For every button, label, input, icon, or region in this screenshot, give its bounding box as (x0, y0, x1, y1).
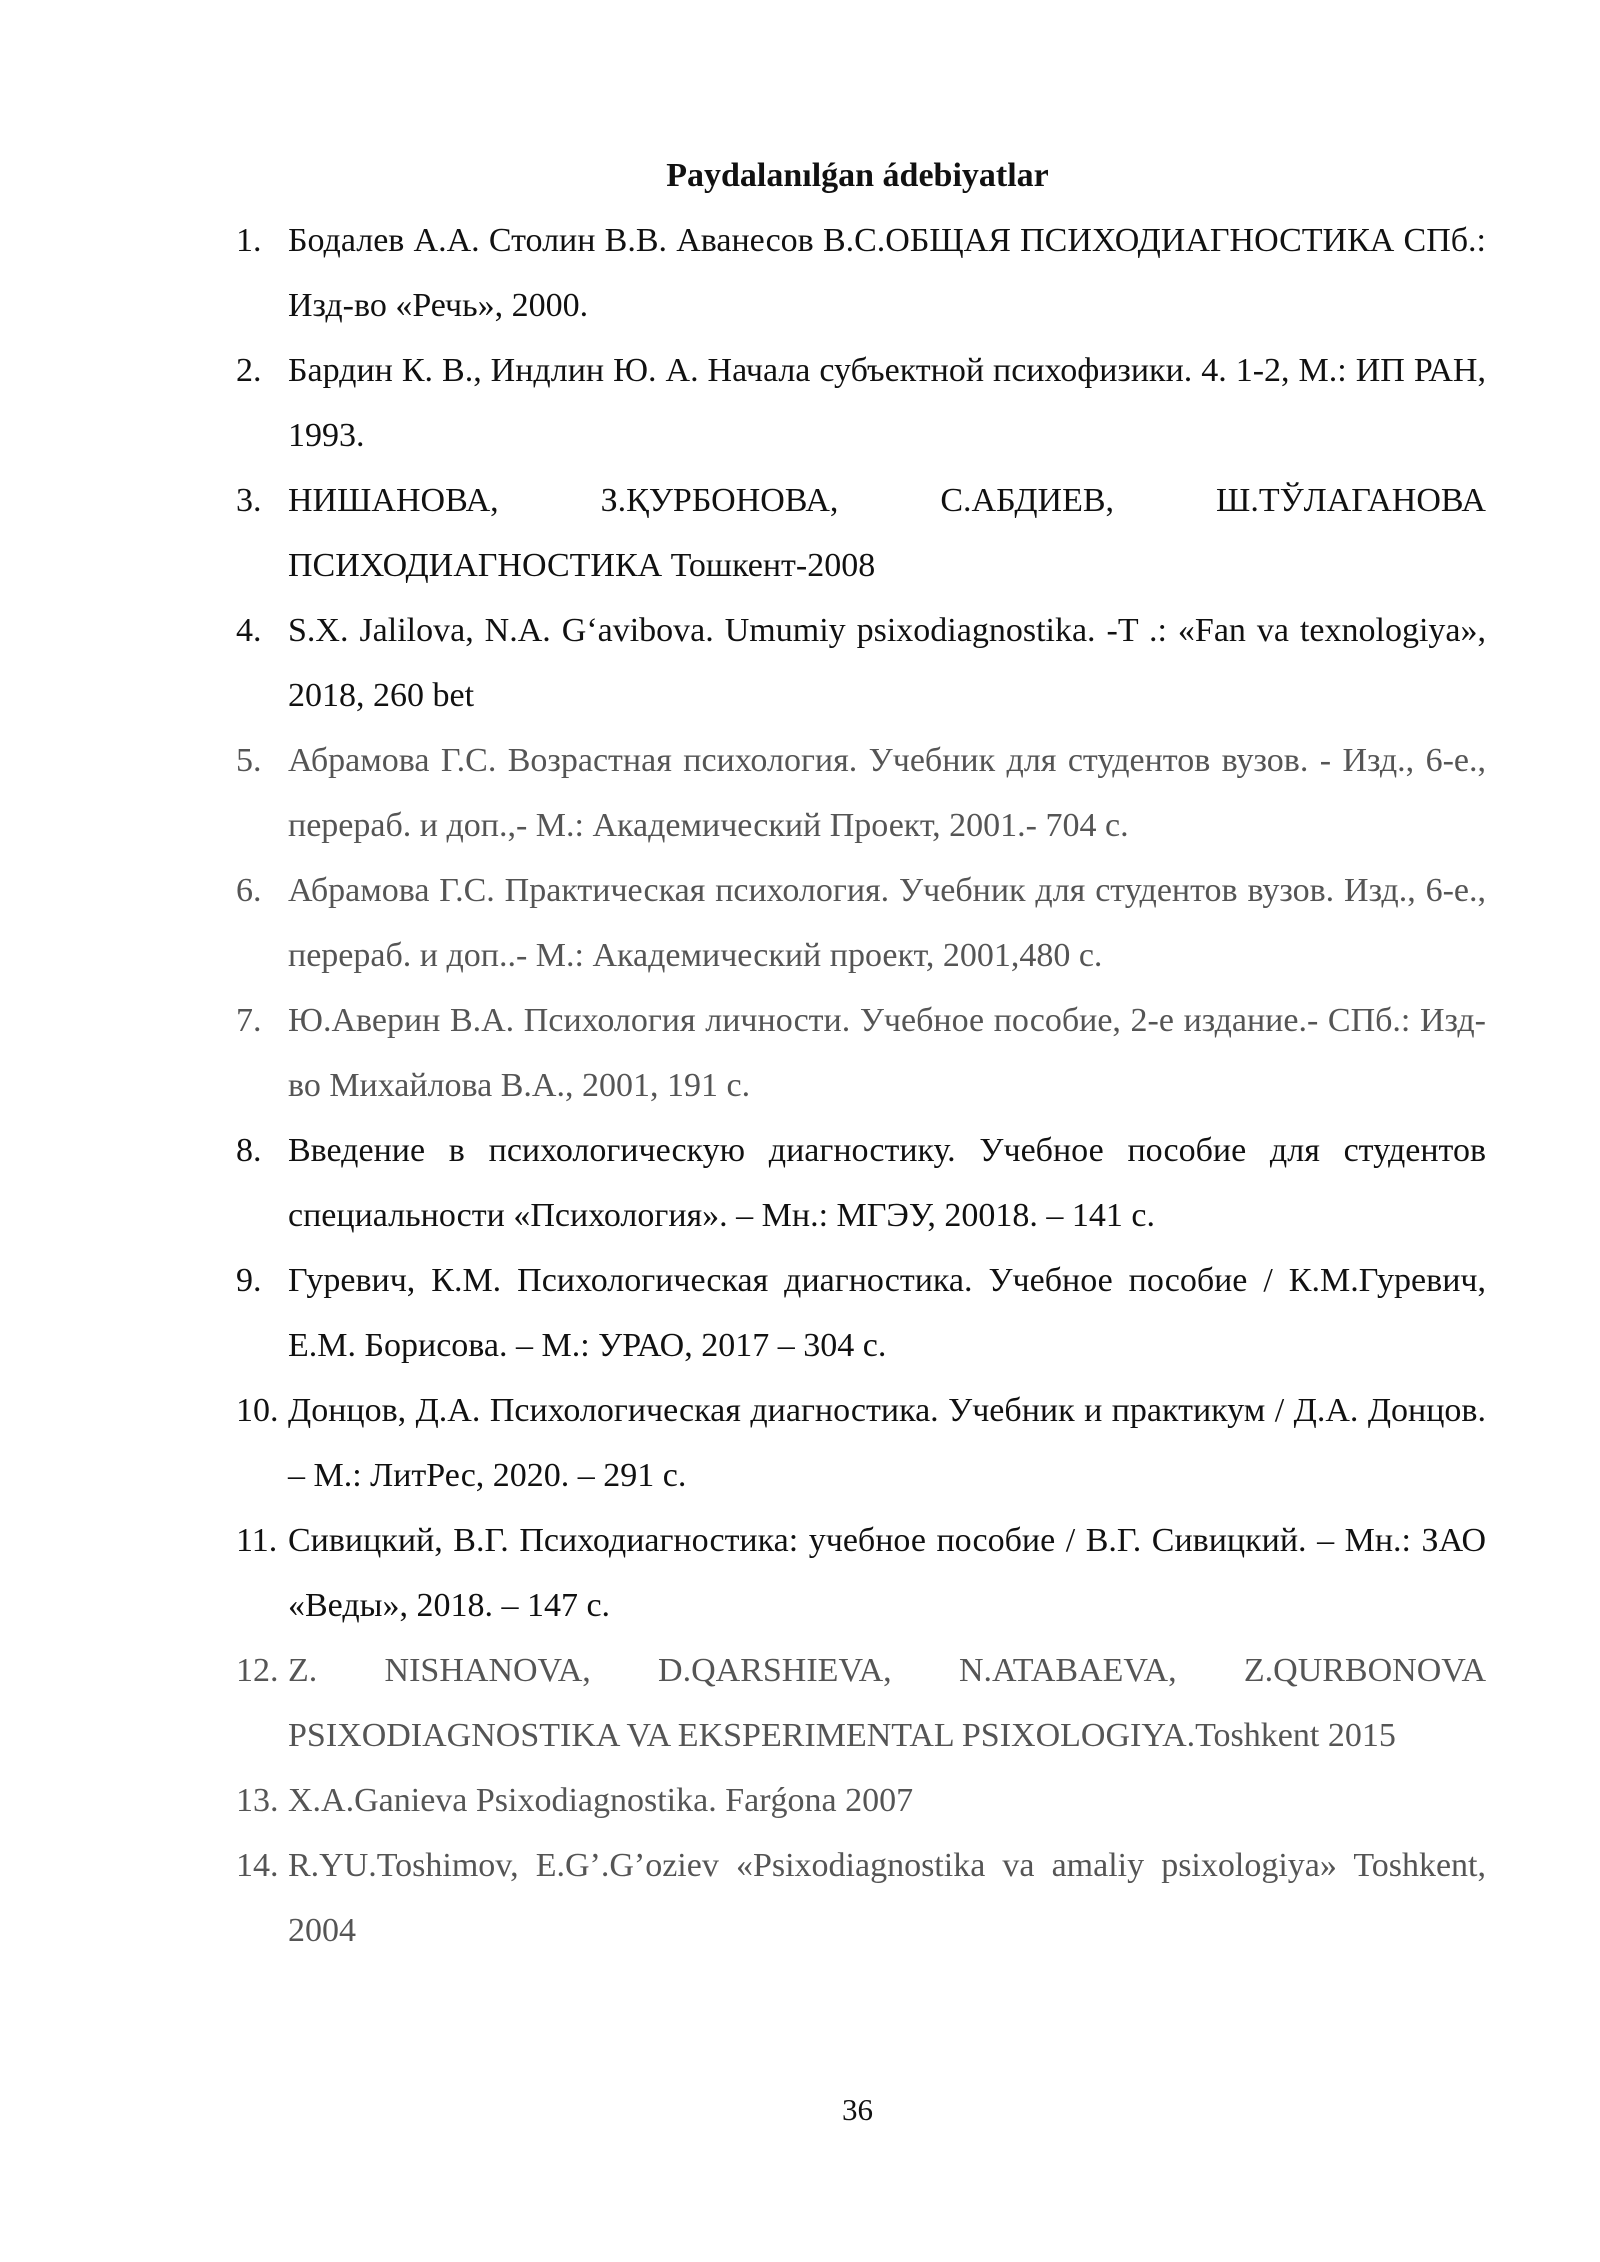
reference-number: 6. (236, 872, 262, 909)
reference-item-14 (236, 1833, 1486, 1963)
reference-number: 4. (236, 612, 262, 649)
reference-number: 1. (236, 222, 262, 259)
reference-item-11 (236, 1508, 1486, 1638)
reference-number: 8. (236, 1132, 262, 1169)
reference-number: 12. (236, 1652, 279, 1689)
reference-number: 13. (236, 1782, 279, 1819)
reference-text: Ю.Аверин В.А. Психология личности. Учебное пособие, 2-е издание.- СПб.: Изд-во Михайлова В.А., 2001, 191 с. (288, 1002, 1486, 1104)
reference-number: 10. (236, 1392, 279, 1429)
reference-item-3 (236, 468, 1486, 598)
reference-number: 3. (236, 482, 262, 519)
reference-item-7 (236, 988, 1486, 1118)
reference-item-1 (236, 208, 1486, 338)
reference-item-4 (236, 598, 1486, 728)
reference-text: Донцов, Д.А. Психологическая диагностика. Учебник и практикум / Д.А. Донцов. – М.: ЛитРес, 2020. – 291 с. (288, 1392, 1486, 1494)
reference-text: X.A.Ganieva Psixodiagnostika. Farǵona 2007 (288, 1782, 914, 1819)
page-title: Paydalanılǵan ádebiyatlar (666, 157, 1049, 194)
reference-number: 2. (236, 352, 262, 389)
reference-text: Абрамова Г.С. Практическая психология. Учебник для студентов вузов. Изд., 6-е., перераб. и доп..- М.: Академический проект, 2001,480 с. (288, 872, 1486, 974)
reference-text: НИШАНОВА, З.ҚУРБОНОВА, С.АБДИЕВ, Ш.ТЎЛАГАНОВА ПСИХОДИАГНОСТИКА Тошкент-2008 (288, 482, 1486, 584)
reference-text: S.X. Jalilova, N.A. G‘avibova. Umumiy psixodiagnostika. -T .: «Fan va texnologiya», 2018, 260 bet (288, 612, 1486, 714)
reference-item-2 (236, 338, 1486, 468)
reference-item-8 (236, 1118, 1486, 1248)
reference-text: Введение в психологическую диагностику. Учебное пособие для студентов специальности «Психология». – Мн.: МГЭУ, 20018. – 141 с. (288, 1132, 1486, 1234)
page-number: 36 (842, 2092, 873, 2127)
reference-text: Z. NISHANOVA, D.QARSHIEVA, N.ATABAEVA, Z.QURBONOVA PSIXODIAGNOSTIKA VA EKSPERIMENTAL PSIXOLOGIYA.Toshkent 2015 (288, 1652, 1486, 1754)
reference-number: 9. (236, 1262, 262, 1299)
reference-number: 11. (236, 1522, 278, 1559)
reference-text: R.YU.Toshimov, E.G’.G’oziev «Psixodiagnostika va amaliy psixologiya» Toshkent, 2004 (288, 1847, 1486, 1949)
reference-text: Бардин К. В., Индлин Ю. А. Начала субъектной психофизики. 4. 1-2, М.: ИП РАН, 1993. (288, 352, 1486, 454)
reference-number: 5. (236, 742, 262, 779)
reference-number: 14. (236, 1847, 279, 1884)
reference-item-6 (236, 858, 1486, 988)
reference-number: 7. (236, 1002, 262, 1039)
reference-text: Абрамова Г.С. Возрастная психология. Учебник для студентов вузов. - Изд., 6-е., перераб. и доп.,- М.: Академический Проект, 2001.- 704 с. (288, 742, 1486, 844)
reference-item-12 (236, 1638, 1486, 1768)
reference-text: Бодалев А.А. Столин В.В. Аванесов В.С.ОБЩАЯ ПСИХОДИАГНОСТИКА СПб.: Изд-во «Речь», 2000. (288, 222, 1486, 324)
reference-text: Сивицкий, В.Г. Психодиагностика: учебное пособие / В.Г. Сивицкий. – Мн.: ЗАО «Веды», 2018. – 147 с. (288, 1522, 1486, 1624)
reference-item-13 (236, 1768, 1486, 1833)
reference-item-10 (236, 1378, 1486, 1508)
reference-item-5 (236, 728, 1486, 858)
reference-item-9 (236, 1248, 1486, 1378)
reference-list (236, 208, 1486, 1963)
reference-text: Гуревич, К.М. Психологическая диагностика. Учебное пособие / К.М.Гуревич, Е.М. Борисова. – М.: УРАО, 2017 – 304 с. (288, 1262, 1486, 1364)
